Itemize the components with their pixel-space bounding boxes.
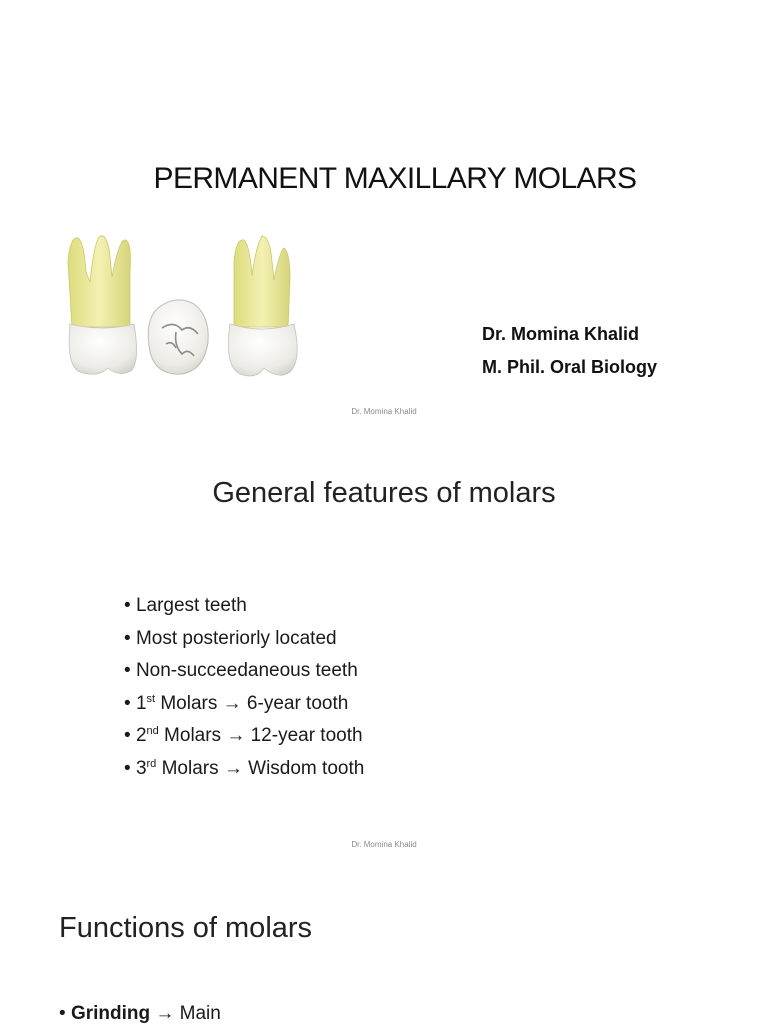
lingual-view-tooth: [228, 236, 297, 376]
molar-teeth-illustration: [58, 232, 308, 382]
title-slide: [0, 0, 768, 430]
functions-list: [59, 1003, 221, 1025]
author-block: [482, 318, 657, 384]
list-item: • Largest teeth: [124, 590, 364, 623]
list-item: • Non-succeedaneous teeth: [124, 655, 364, 688]
slide-title: Functions of molars: [59, 912, 313, 944]
slide-title: General features of molars: [212, 477, 556, 509]
functions-slide: [0, 860, 768, 1024]
features-slide: [0, 430, 768, 860]
author-name: Dr. Momina Khalid: [482, 324, 640, 344]
list-item: • 3rd Molars → Wisdom tooth: [124, 753, 364, 786]
list-item: • Most posteriorly located: [124, 623, 364, 656]
slide-footer: Dr. Momina Khalid: [351, 407, 417, 416]
occlusal-view-tooth: [148, 300, 208, 374]
list-item: • 1st Molars → 6-year tooth: [124, 688, 364, 721]
buccal-view-tooth: [68, 236, 137, 374]
author-degree: M. Phil. Oral Biology: [482, 357, 658, 377]
slide-footer: Dr. Momina Khalid: [351, 840, 417, 849]
slide-title: PERMANENT MAXILLARY MOLARS: [153, 162, 637, 195]
list-item: • Grinding → Main: [59, 1003, 221, 1025]
list-item: • 2nd Molars → 12-year tooth: [124, 720, 364, 753]
features-list: [124, 590, 364, 785]
